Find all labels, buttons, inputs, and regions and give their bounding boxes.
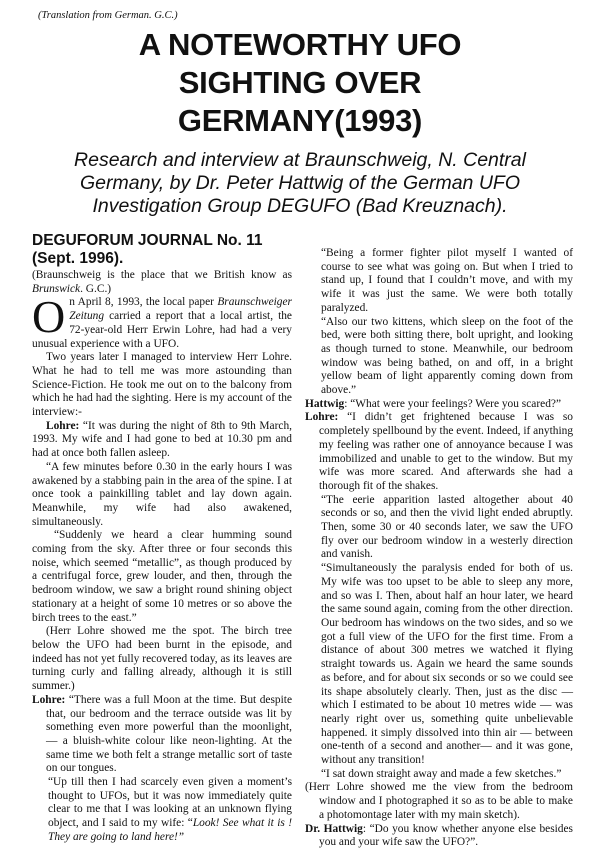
title-line: A NOTEWORTHY UFO xyxy=(138,27,462,62)
speech-text: : “What were your feelings? Were you scared?” xyxy=(344,397,562,410)
interview-paragraph xyxy=(305,823,573,850)
speech-text: “It was during the night of 8th to 9th March, 1993. My wife and I had gone to bed at 10.30 pm and had at once both fallen asleep. xyxy=(32,419,292,460)
right-column xyxy=(305,247,573,850)
speaker-label: Lohre: xyxy=(32,693,66,706)
interview-paragraph xyxy=(32,776,292,845)
speaker-label: Lohre: xyxy=(46,419,80,432)
title-line: SIGHTING OVER xyxy=(178,65,422,100)
speech-text: “There was a full Moon at the time. But despite that, our bedroom and the terrace outside was lit by something even more powerful than the moonlight, — a bluish-white colour like neon-lighting. At the same time we both felt a strange metallic sort of taste on our tongues. xyxy=(46,693,292,775)
subtitle-line: Germany, by Dr. Peter Hattwig of the German UFO xyxy=(80,172,520,194)
left-column xyxy=(32,232,292,845)
intro-paragraph xyxy=(32,291,292,351)
paragraph: Two years later I managed to interview Herr Lohre. What he had to tell me was more astounding than Science-Fiction. He took me out on to the balcony from which he had had the sighting. Here is my account of the interview:- xyxy=(32,351,292,419)
interview-paragraph xyxy=(32,420,292,461)
paragraph: “Simultaneously the paralysis ended for both of us. My wife was too upset to be able to sleep any more, and so was I. Then, about half an hour later, we heard the same sound again, coming from the other direction. Our bedroom has windows on the two sides, and so we got a full view of the UFO for the first time. From a distance of about 300 metres we watched it flying straight towards us. Again we heard the same sounds as before, and for about six seconds or so we could see its shape absolutely clearly. Then, just as the disc — which I estimated to be about 10 metres wide — was nearly right over us, something quite unbelievable happened. it simply dissolved into thin air — between one-tenth of a second and another— and it was gone, without any transition! xyxy=(321,562,573,767)
title-line: GERMANY(1993) xyxy=(177,103,423,138)
speaker-label: Dr. Hattwig xyxy=(305,822,363,835)
intro-text-end: carried a report that a local artist, the 72-year-old Herr Erwin Lohre, had had a very unusual experience with a UFO. xyxy=(32,310,292,350)
interview-paragraph xyxy=(305,398,573,412)
speaker-label: Hattwig xyxy=(305,397,345,410)
intro-text: n April 8, 1993, the local paper xyxy=(69,296,218,309)
quoted-exclamation: Look! See what it is ! They are going to land here!” xyxy=(48,817,292,843)
paragraph: “I sat down straight away and made a few sketches.” xyxy=(321,767,562,780)
brunswick-note-emphasis: Brunswick xyxy=(32,282,81,295)
paragraph: “Suddenly we heard a clear humming sound coming from the sky. After three or four seconds this noise, which seemed “metallic”, as though produced by a centrifugal force, grew louder, and then, through the bedroom window, we saw a bright round shining object stationary at a height of some 10 metres or so above the birch trees to the east.” xyxy=(32,529,292,624)
subtitle-line: Research and interview at Braunschweig, N. Central xyxy=(74,149,526,171)
interview-paragraph xyxy=(32,694,292,776)
paragraph: “The eerie apparition lasted altogether about 40 seconds or so, and then the vivid light ended abruptly. Then, some 30 or 40 seconds later, we saw the UFO fly over our bedroom window in a westerly direction and vanish. xyxy=(321,493,573,561)
speaker-label: Lohre: xyxy=(305,411,339,424)
newspaper-name: Braunschweiger Zeitung xyxy=(69,296,292,323)
brunswick-note-text: (Braunschweig is the place that we British know as xyxy=(32,269,292,281)
journal-heading-line: DEGUFORUM JOURNAL No. 11 xyxy=(32,232,263,249)
interview-paragraph xyxy=(305,411,573,493)
page-subtitle xyxy=(20,149,580,218)
page-title xyxy=(0,26,600,140)
paragraph: (Herr Lohre showed me the spot. The birch tree below the UFO had been burnt in the episode, and indeed has not yet fully recovered today, as its leaves are turning curly and falling already, although it is still summer.) xyxy=(32,625,292,693)
brunswick-note-end: . G.C.) xyxy=(80,282,112,295)
brunswick-note xyxy=(32,269,292,296)
drop-cap: O xyxy=(32,291,66,343)
paragraph: “Being a former fighter pilot myself I wanted of course to see what was going on. But when I tried to stand up, I found that I couldn’t move, and with my wife it was just the same. We were both totally paralyzed. xyxy=(321,247,573,314)
speech-text: “Up till then I had scarcely even given a moment’s thought to UFOs, but it was now immediately quite clear to me that I was looking at an unknown flying object, and I said to my wife: “ xyxy=(48,776,292,830)
paragraph: “Also our two kittens, which sleep on the foot of the bed, were both sitting there, bolt upright, and looking as though turned to stone. Meanwhile, our bedroom window was being bathed, on and off, in a bright yellow beam of light apparently coming down from above.” xyxy=(321,315,573,397)
journal-heading xyxy=(32,232,292,268)
paragraph: “A few minutes before 0.30 in the early hours I was awakened by a stabbing pain in the area of the spine. I at once took a painkilling tablet and lay down again. Meanwhile, my wife had also awakened, simultaneously. xyxy=(32,460,292,528)
translation-note: (Translation from German. G.C.) xyxy=(38,10,178,21)
subtitle-line: Investigation Group DEGUFO (Bad Kreuznach). xyxy=(92,195,508,217)
speech-text: : “Do you know whether anyone else besides you and your wife saw the UFO?”. xyxy=(319,822,573,849)
journal-heading-line: (Sept. 1996). xyxy=(32,250,124,267)
speech-text: “I didn’t get frightened because I was so completely spellbound by the event. Indeed, if anything my feeling was rather one of annoyance because I was immobilized and unable to get to the window. But my wife was more scared. And afterwards she had a thorough fit of the shakes. xyxy=(319,411,574,492)
paragraph: (Herr Lohre showed me the view from the bedroom window and I photographed it so as to be able to make a photomontage later with my main sketch). xyxy=(305,781,573,821)
